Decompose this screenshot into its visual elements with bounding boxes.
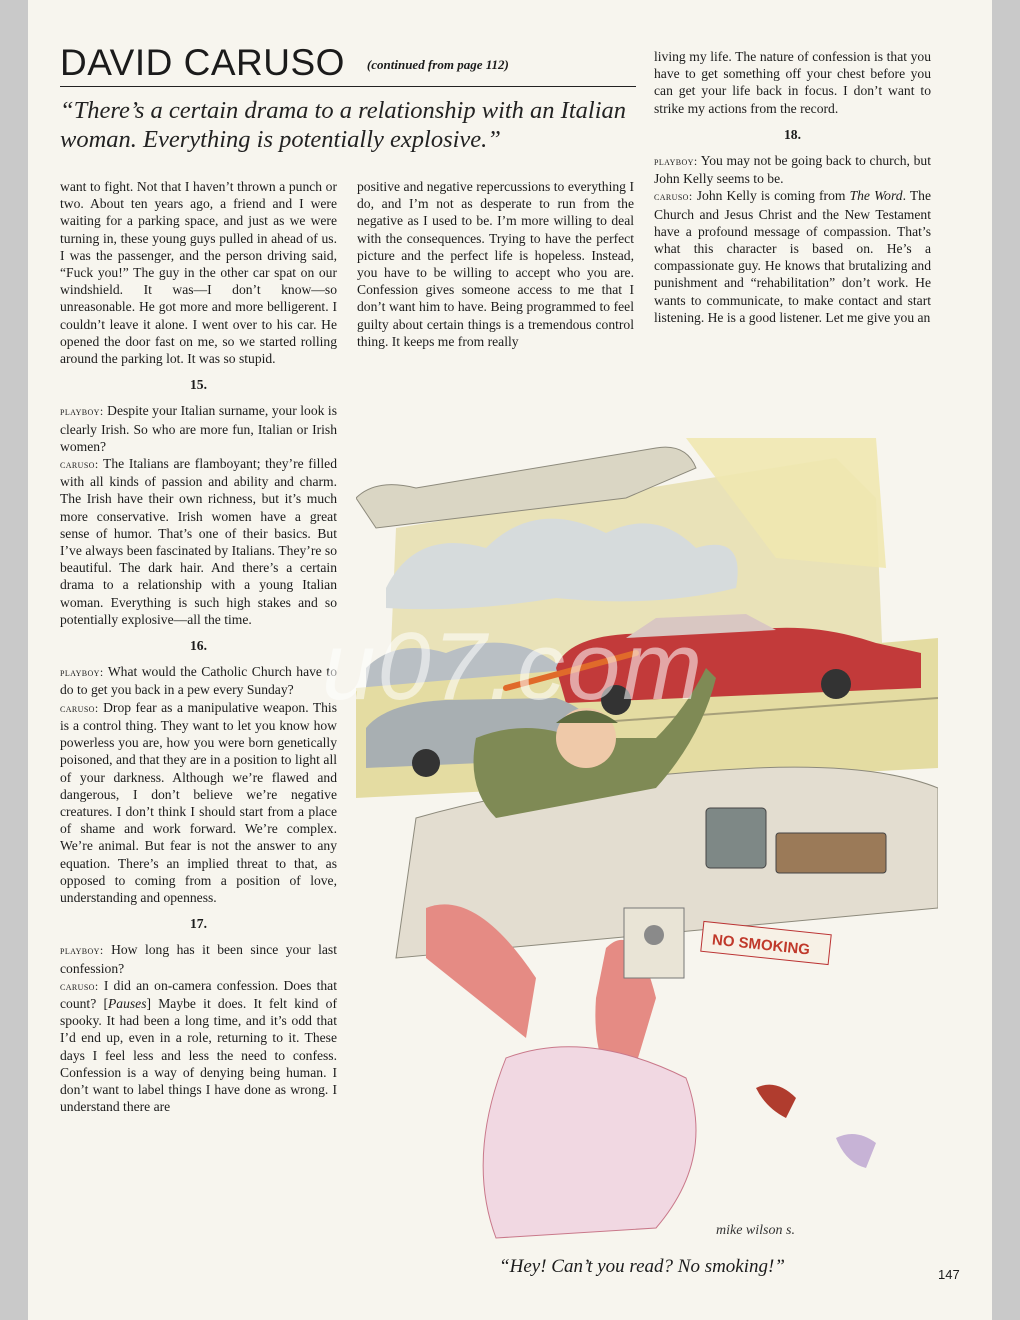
answer-text: I did an on-camera confession. Does that count? [: [60, 977, 337, 1011]
stage-direction: Pauses: [107, 995, 147, 1011]
question-text: You may not be going back to church, but John Kelly seems to be.: [654, 153, 931, 187]
speaker-label: caruso:: [60, 700, 99, 715]
text-column-2: [357, 178, 634, 350]
car-stereo-icon: [776, 833, 886, 873]
answer: [60, 977, 337, 1116]
speaker-label: playboy:: [60, 943, 104, 958]
question-number: 17.: [190, 916, 207, 932]
answer-text: John Kelly is coming from: [696, 188, 850, 204]
text-column-1: [60, 178, 337, 1115]
speaker-label: playboy:: [654, 154, 698, 169]
question-text: Despite your Italian surname, your look is clearly Irish. So who are more fun, Italian or Irish women?: [60, 403, 338, 454]
article-header: [60, 42, 636, 84]
answer-text: The Italians are flamboyant; they’re filled with all kinds of passion and ability and charm. The Irish have their own richness, but it’s much more conservative. Irish women have a great sense of humor. That’s one of their basics. But I’ve always been fascinated by Italians. They’re so beautiful. The dark hair. And there’s a certain drama to a relationship with a young Italian woman. Everything is such high stakes and so potentially explosive—all the time.: [60, 456, 337, 627]
question-text: What would the Catholic Church have to do to get you back in a pew every Sunday?: [60, 664, 338, 698]
speaker-label: caruso:: [654, 189, 693, 204]
paragraph: living my life. The nature of confession is that you have to get something off your chest before you can get your life back in focus. I don’t want to strike my actions from the record.: [654, 49, 931, 116]
no-smoking-sign: [701, 921, 831, 964]
page-number: 147: [938, 1267, 960, 1282]
artist-signature: mike wilson s.: [716, 1223, 795, 1238]
question-number: 16.: [190, 638, 207, 654]
pull-quote: “There’s a certain drama to a relationship with an Italian woman. Everything is potentially explosive.”: [60, 97, 627, 153]
speaker-label: playboy:: [60, 404, 104, 419]
speaker-label: caruso:: [60, 978, 99, 993]
dress: [483, 1047, 696, 1238]
purse-icon: [836, 1134, 876, 1168]
answer-text: Drop fear as a manipulative weapon. This is a control thing. They want to let you know how powerless you are, how you were born genetically poisoned, and that they are in a position to light all of your darkness. Although we’re flawed and dangerous, I don’t believe we’re negative creatures. I don’t think I should start from a place of shame and work forward. We’re complex. We’re animal. But fear is not the answer to any equation. There’s an implied threat to that, as opposed to coming from a position of love, understanding and openness.: [60, 699, 337, 905]
question: [60, 402, 337, 455]
question-number: 18.: [784, 126, 801, 142]
question-number: 15.: [190, 377, 207, 393]
question: [654, 152, 931, 187]
answer-text: ] Maybe it does. It felt kind of spooky. It had been a long time, and it’s odd that I’d end up, even in a role, returning to it. These days I feel less and less the need to confess. Confession is a way of denying being human. I don’t want to label things I have done as wrong. I understand there are: [60, 995, 337, 1115]
answer: [654, 187, 931, 326]
answer: [60, 699, 337, 906]
article-title: DAVID CARUSO: [60, 42, 345, 83]
answer: [60, 455, 337, 628]
speaker-label: caruso:: [60, 457, 99, 472]
paragraph: positive and negative repercussions to everything I do, and I’m not as desperate to run from the negative as I used to be. I’m more willing to deal with the consequences. Trying to have the perfect picture and the perfect life is hopeless. Instead, you have to be willing to accept who you are. Confession gives someone access to me that I don’t want him to have. Being programmed to feel guilty about certain things is a tremendous control thing. It keeps me from really: [357, 179, 634, 349]
title-italic: The Word: [849, 188, 903, 204]
no-smoking-text: NO SMOKING: [711, 931, 811, 959]
text-column-3: [654, 48, 931, 326]
question-text: How long has it been since your last confession?: [60, 942, 337, 976]
shoe-icon: [756, 1085, 796, 1118]
question: [60, 941, 337, 976]
scan-edge-right: [992, 0, 1020, 1320]
cb-radio-icon: [706, 808, 766, 868]
question: [60, 663, 337, 698]
speaker-label: playboy:: [60, 665, 104, 680]
cartoon-illustration: [356, 438, 938, 1258]
scan-edge-left: [0, 0, 28, 1320]
continued-note: (continued from page 112): [366, 57, 509, 72]
answer-text: . The Church and Jesus Christ and the New Testament have a profound message of compassion. That’s what this character is based on. He’s a compassionate guy. He knows that brutalizing and punishment and “rehabilitation” don’t work. He wants to communicate, to make contact and start listening. He is a good listener. Let me give you an: [654, 188, 931, 325]
header-rule: [60, 86, 636, 87]
cartoon-caption: “Hey! Can’t you read? No smoking!”: [499, 1256, 785, 1277]
watermark: u07.com: [322, 613, 705, 720]
paragraph: want to fight. Not that I haven’t thrown a punch or two. About ten years ago, a friend and I were waiting for a parking space, and just as we were turning in, these young guys pulled in ahead of us. I was the passenger, and the person driving said, “Fuck you!” The guy in the other car spat on our windshield. It was—I don’t know—so unreasonable. He got more and more belligerent. I couldn’t leave it alone. I went over to his car. He opened the door fast on me, so we started rolling around the parking lot. It was so stupid.: [60, 179, 337, 367]
